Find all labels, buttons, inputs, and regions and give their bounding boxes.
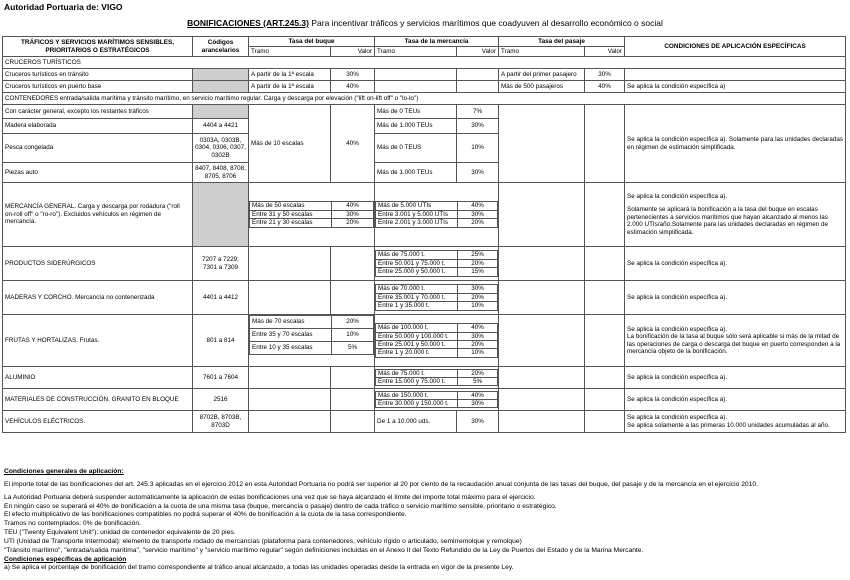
buque-valor	[331, 281, 375, 315]
tier-valor: 40%	[332, 202, 374, 210]
tier-tramo: Entre 3.001 y 5.000 UTIs	[376, 210, 458, 218]
tier-valor: 30%	[458, 285, 498, 293]
codes-cell: 8407, 8408, 8708, 8705, 8706	[193, 163, 249, 183]
row-label: FRUTAS Y HORTALIZAS. Frutas.	[3, 315, 193, 367]
cond-line: Se aplica la condición específica a).	[627, 192, 728, 200]
subhead-valor: Valor	[457, 47, 499, 57]
codes-cell: 4401 a 4412	[193, 281, 249, 315]
cond-cell: Se aplica la condición específica a).	[625, 281, 846, 315]
tier-valor: 40%	[458, 202, 498, 210]
merc-tramo: Más de 1.000 TEUs	[375, 119, 457, 134]
merc-tiers	[375, 367, 499, 389]
row-label: MADERAS Y CORCHO. Mercancía no contenerizada	[3, 281, 193, 315]
col-mercancia: Tasa de la mercancía	[375, 37, 499, 47]
note: En ningún caso se superará el 40% de bonificación a la cuota de una misma tasa (buque, mercancía o pasaje) dentro de cada tráfico o servicio marítimo sensible, prioritario o estratégico.	[4, 502, 557, 510]
pasaje-tramo	[499, 281, 585, 315]
cond-cell	[625, 315, 846, 367]
buque-valor	[331, 247, 375, 281]
tier-valor: 20%	[458, 341, 498, 349]
codes-cell	[193, 183, 249, 247]
subhead-tramo: Tramo	[249, 47, 331, 57]
row-label: PRODUCTOS SIDERÚRGICOS	[3, 247, 193, 281]
pasaje-valor	[585, 105, 625, 183]
merc-valor: 10%	[457, 134, 499, 163]
pasaje-tramo	[499, 183, 585, 247]
subhead-valor: Valor	[331, 47, 375, 57]
merc-valor	[457, 69, 499, 81]
row-label: MERCANCÍA GENERAL. Carga y descarga por rodadura ("roll on-roll off" o "ro-ro"). Excluidos vehículos en régimen de mercancía.	[3, 183, 193, 247]
cond-cell	[625, 411, 846, 433]
col-trafficos: TRÁFICOS Y SERVICIOS MARÍTIMOS SENSIBLES, PRIORITARIOS O ESTRATÉGICOS	[3, 37, 193, 57]
merc-tramo: Más de 0 TEUs	[375, 105, 457, 119]
row-label: Piezas auto	[3, 163, 193, 183]
pasaje-tramo: A partir del primer pasajero	[499, 69, 585, 81]
cond-line: La bonificación de la tasa al buque sólo será aplicable si más de la mitad de las operaciones de carga o descarga del buque en puerto corresponden a la mercancía objeto de la bonificación.	[627, 333, 841, 355]
title-rest: Para incentivar tráficos y servicios marítimos que coadyuven al desarrollo económico o social	[309, 18, 663, 28]
tier-valor: 10%	[458, 302, 498, 310]
buque-tramo	[249, 389, 331, 411]
pasaje-valor: 40%	[585, 81, 625, 93]
codes-cell	[193, 81, 249, 93]
page-title	[0, 18, 850, 28]
tier-valor: 20%	[332, 316, 374, 329]
cond-cell: Se aplica la condición específica a).	[625, 247, 846, 281]
buque-tramo: A partir de la 1ª escala	[249, 69, 331, 81]
pasaje-tramo: Más de 500 pasajeros	[499, 81, 585, 93]
pasaje-valor	[585, 183, 625, 247]
tier-valor: 30%	[332, 210, 374, 218]
tier-tramo: Entre 10 y 35 escalas	[250, 342, 332, 355]
pasaje-valor	[585, 367, 625, 389]
merc-tiers	[375, 389, 499, 411]
title-bold: BONIFICACIONES (ART.245.3)	[187, 18, 309, 28]
pasaje-tramo	[499, 411, 585, 433]
cond-line: Se aplica la condición específica a).	[627, 414, 728, 422]
tier-tramo: Más de 70 escalas	[250, 316, 332, 329]
merc-tramo	[375, 69, 457, 81]
cond-cell: Se aplica la condición específica a). Solamente para las unidades declaradas en régimen de estimación simplificada.	[625, 105, 846, 183]
tier-tramo: Más de 75.000 t.	[376, 251, 458, 259]
col-codigos: Códigos arancelarios	[193, 37, 249, 57]
note: El efecto multiplicativo de las bonificaciones compatibles no podrá superar el 40% de bonificación a la cuota de la tasa correspondiente.	[4, 511, 407, 519]
tier-valor: 40%	[458, 391, 498, 399]
tier-tramo: Más de 5.000 UTIs	[376, 202, 458, 210]
subhead-valor: Valor	[585, 47, 625, 57]
merc-valor: 30%	[457, 163, 499, 183]
codes-cell	[193, 69, 249, 81]
tier-tramo: Más de 150.000 t.	[376, 391, 458, 399]
tier-tramo: Entre 35 y 70 escalas	[250, 329, 332, 342]
row-label: Madera elaborada	[3, 119, 193, 134]
tier-valor: 15%	[458, 268, 498, 276]
buque-valor: 40%	[331, 105, 375, 183]
merc-valor: 30%	[457, 119, 499, 134]
buque-tramo: Más de 10 escalas	[249, 105, 331, 183]
buque-valor: 30%	[331, 69, 375, 81]
tier-valor: 30%	[458, 210, 498, 218]
tier-tramo: Entre 2.001 y 3.000 UTIs	[376, 219, 458, 227]
pasaje-valor	[585, 315, 625, 367]
tier-valor: 10%	[332, 329, 374, 342]
pasaje-tramo	[499, 367, 585, 389]
tier-tramo: Entre 1 y 35.000 t.	[376, 302, 458, 310]
note: Tramos no contemplados: 0% de bonificación.	[4, 520, 141, 528]
codes-cell: 7601 a 7604	[193, 367, 249, 389]
codes-cell: 7207 a 7229; 7301 a 7309	[193, 247, 249, 281]
subhead-tramo: Tramo	[375, 47, 457, 57]
tier-tramo: Entre 1 y 20.000 t.	[376, 349, 458, 357]
note: a) Se aplica el porcentaje de bonificación del tramo correspondiente al tráfico anual alcanzado, a todas las unidades operadas desde la entrada en vigor de la presente Ley.	[4, 564, 514, 572]
note: El importe total de las bonificaciones del art. 245.3 aplicadas en el ejercicio 2012 en esta Autoridad Portuaria no podrá ser superior al 20 por ciento de la recaudación anual conjunta de las tasas del buque, del pasaje y de la mercancía en el ejercicio 2010.	[4, 480, 758, 488]
footer-notes	[4, 468, 846, 573]
tier-valor: 20%	[458, 369, 498, 377]
tier-tramo: Más de 100.000 t.	[376, 324, 458, 332]
cond-line: Solamente se aplicará la bonificación a la tasa del buque en escalas pertenecientes a servicios marítimos que hayan alcanzado al menos las 2.000 UTIs/año.Solamente para las unidades declaradas en régimen de estimación simplificada.	[627, 206, 828, 236]
pasaje-tramo	[499, 315, 585, 367]
tier-valor: 25%	[458, 251, 498, 259]
col-buque: Tasa del buque	[249, 37, 375, 47]
port-authority-header: Autoridad Portuaria de: VIGO	[4, 2, 123, 12]
pasaje-valor	[585, 247, 625, 281]
specific-conditions-title: Condiciones específicas de aplicación	[4, 555, 127, 563]
codes-cell: 0303A, 0303B, 0304, 0306, 0307, 0302B	[193, 134, 249, 163]
buque-valor: 40%	[331, 81, 375, 93]
buque-valor	[331, 367, 375, 389]
tier-tramo: Entre 21 y 30 escalas	[250, 219, 332, 227]
codes-cell: 4404 a 4421	[193, 119, 249, 134]
pasaje-tramo	[499, 105, 585, 183]
merc-tiers	[375, 183, 499, 247]
tier-valor: 20%	[458, 219, 498, 227]
tier-tramo: Más de 70.000 t.	[376, 285, 458, 293]
tier-valor: 5%	[332, 342, 374, 355]
merc-tramo	[375, 81, 457, 93]
pasaje-valor	[585, 281, 625, 315]
merc-tramo: Más de 1.000 TEUs	[375, 163, 457, 183]
merc-tiers	[375, 281, 499, 315]
tier-valor: 30%	[458, 332, 498, 340]
section-contenedores: CONTENEDORES entrada/salida marítima y tránsito marítimo, en servicio marítimo regular. Carga y descarga por elevación ("lift on-lift off" o "lo-lo")	[3, 93, 846, 105]
note: UTI (Unidad de Transporte Intermodal): elemento de transporte rodado de mercancías (plataforma para contenedores, vehículo rígido o articulado, semirremolque y remolque)	[4, 537, 522, 545]
tier-valor: 40%	[458, 324, 498, 332]
cond-line: Se aplica la condición específica a).	[627, 325, 728, 333]
pasaje-tramo	[499, 389, 585, 411]
note: TEU ("Twenty Equivalent Unit"): unidad de contenedor equivalente de 20 pies.	[4, 529, 236, 537]
row-label: Pesca congelada	[3, 134, 193, 163]
tier-tramo: Entre 25.000 y 50.000 t.	[376, 268, 458, 276]
tier-valor: 20%	[332, 219, 374, 227]
pasaje-tramo	[499, 247, 585, 281]
note: La Autoridad Portuaria deberá suspender automáticamente la aplicación de estas bonificaciones una vez que se haya alcanzado el límite del importe total máximo para el ejercicio.	[4, 493, 536, 501]
buque-tramo	[249, 247, 331, 281]
tier-tramo: Entre 35.001 y 70.000 t.	[376, 293, 458, 301]
col-condiciones: CONDICIONES DE APLICACIÓN ESPECÍFICAS	[625, 37, 846, 57]
pasaje-valor	[585, 411, 625, 433]
tier-tramo: Más de 50 escalas	[250, 202, 332, 210]
codes-cell	[193, 105, 249, 119]
codes-cell: 2516	[193, 389, 249, 411]
tier-tramo: Entre 31 y 50 escalas	[250, 210, 332, 218]
tier-tramo: Entre 50.000 y 100.000 t.	[376, 332, 458, 340]
merc-tiers	[375, 315, 499, 367]
buque-tramo	[249, 367, 331, 389]
cond-cell: Se aplica la condición específica a)	[625, 81, 846, 93]
buque-valor	[331, 411, 375, 433]
tier-valor: 30%	[458, 400, 498, 408]
section-cruceros: CRUCEROS TURÍSTICOS	[3, 57, 846, 69]
codes-cell: 8702B, 8703B, 8703D	[193, 411, 249, 433]
cond-line: Se aplica solamente a las primeras 10.000 unidades acumuladas al año.	[627, 421, 830, 429]
row-label: MATERIALES DE CONSTRUCCIÓN. GRANITO EN BLOQUE	[3, 389, 193, 411]
buque-tramo	[249, 281, 331, 315]
codes-cell: 801 a 814	[193, 315, 249, 367]
merc-tiers	[375, 247, 499, 281]
row-label: Con carácter general, excepto los restantes tráficos	[3, 105, 193, 119]
pasaje-valor: 30%	[585, 69, 625, 81]
tier-valor: 20%	[458, 259, 498, 267]
bonificaciones-table	[2, 36, 846, 433]
tier-tramo: Entre 30.000 y 150.000 t.	[376, 400, 458, 408]
row-label: VEHÍCULOS ELÉCTRICOS.	[3, 411, 193, 433]
cond-cell	[625, 183, 846, 247]
merc-valor	[457, 81, 499, 93]
tier-tramo: Entre 15.000 y 75.000 t.	[376, 378, 458, 386]
col-pasaje: Tasa del pasaje	[499, 37, 625, 47]
merc-tramo: De 1 a 10.000 uds.	[375, 411, 457, 433]
buque-tramo: A partir de la 1ª escala	[249, 81, 331, 93]
buque-tiers	[249, 315, 375, 367]
tier-valor: 20%	[458, 293, 498, 301]
buque-tramo	[249, 411, 331, 433]
row-label: Cruceros turísticos en puerto base	[3, 81, 193, 93]
tier-tramo: Más de 75.000 t.	[376, 369, 458, 377]
buque-tiers	[249, 183, 375, 247]
tier-valor: 10%	[458, 349, 498, 357]
cond-cell: Se aplica la condición específica a).	[625, 389, 846, 411]
cond-cell: Se aplica la condición específica a).	[625, 367, 846, 389]
row-label: Cruceros turísticos en tránsito	[3, 69, 193, 81]
cond-cell	[625, 69, 846, 81]
tier-valor: 5%	[458, 378, 498, 386]
note: "Tránsito marítimo", "entrada/salida marítima", "servicio marítimo" y "servicio marítimo regular" según definiciones incluidas en el Anexo II del Texto Refundido de la Ley de Puertos del Estado y de la Marina Mercante.	[4, 546, 644, 554]
merc-valor: 7%	[457, 105, 499, 119]
tier-tramo: Entre 25.001 y 50.000 t.	[376, 341, 458, 349]
row-label: ALUMINIO	[3, 367, 193, 389]
buque-valor	[331, 389, 375, 411]
subhead-tramo: Tramo	[499, 47, 585, 57]
merc-tramo: Más de 0 TEUS	[375, 134, 457, 163]
pasaje-valor	[585, 389, 625, 411]
merc-valor: 30%	[457, 411, 499, 433]
tier-tramo: Entre 50.001 y 75.000 t.	[376, 259, 458, 267]
general-conditions-title: Condiciones generales de aplicación:	[4, 468, 124, 475]
